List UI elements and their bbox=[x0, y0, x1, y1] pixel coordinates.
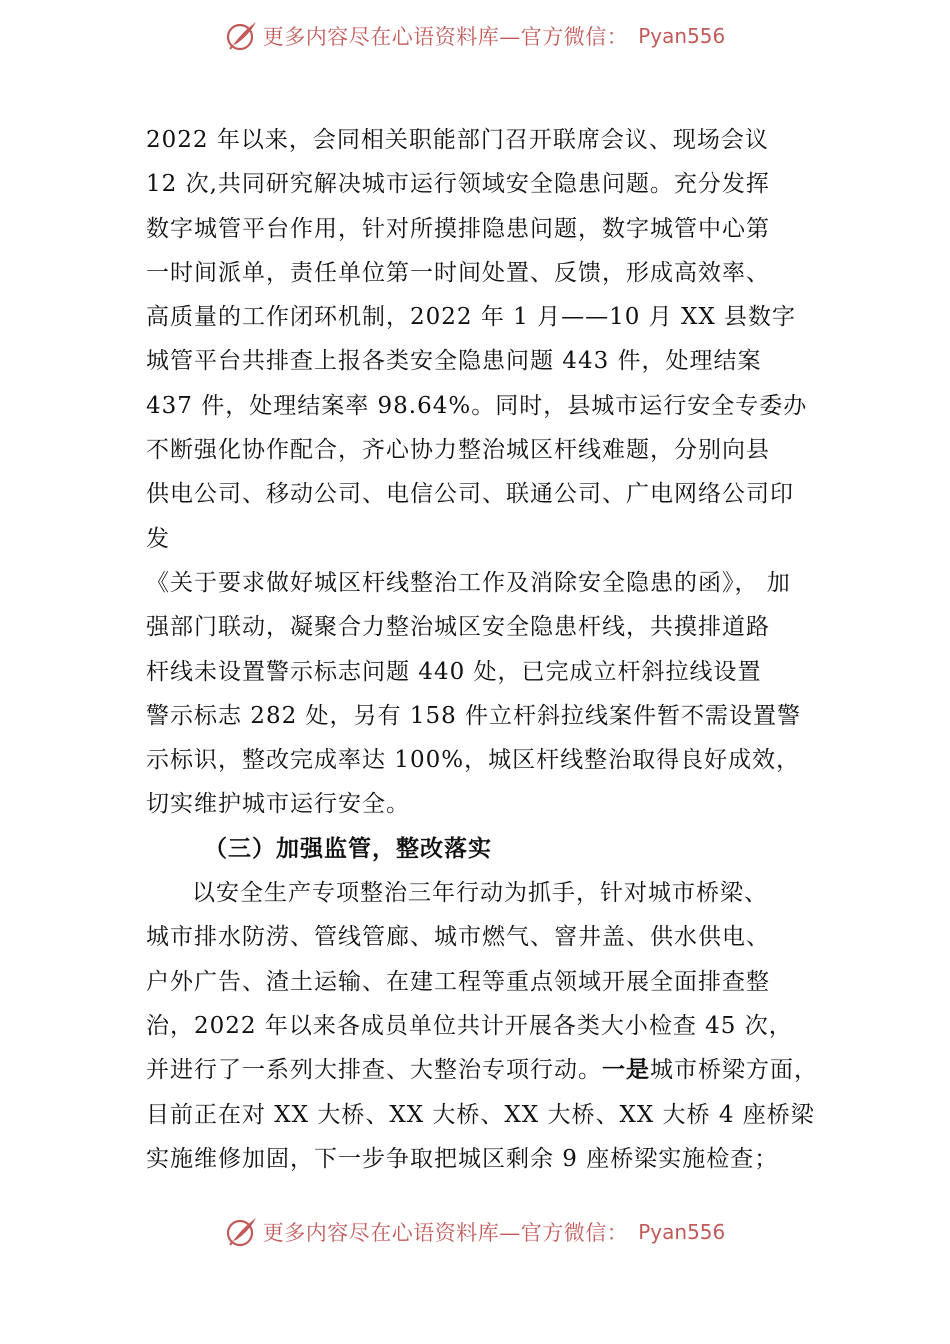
footer-banner bbox=[0, 1212, 950, 1252]
text-line: 供电公司、移动公司、电信公司、联通公司、广电网络公司印 bbox=[146, 481, 794, 508]
text-line: 实施维修加固，下一步争取把城区剩余 9 座桥梁实施检查； bbox=[146, 1145, 779, 1172]
quill-logo-icon bbox=[225, 1215, 259, 1249]
text-line: 切实维护城市运行安全。 bbox=[146, 791, 410, 818]
banner-text: 更多内容尽在心语资料库—官方微信： bbox=[262, 25, 629, 49]
text-line: 高质量的工作闭环机制，2022 年 1 月——10 月 XX 县数字 bbox=[146, 304, 797, 331]
text-line: 目前正在对 XX 大桥、XX 大桥、XX 大桥、XX 大桥 4 座桥梁 bbox=[146, 1101, 815, 1128]
text-line: 强部门联动，凝聚合力整治城区安全隐患杆线，共摸排道路 bbox=[146, 614, 770, 641]
text-line: 户外广告、渣土运输、在建工程等重点领域开展全面排查整 bbox=[146, 968, 770, 995]
text-line: 发 bbox=[146, 525, 170, 552]
text-line: 城管平台共排查上报各类安全隐患问题 443 件，处理结案 bbox=[146, 348, 762, 375]
text-line: 杆线未设置警示标志问题 440 处，已完成立杆斜拉线设置 bbox=[146, 658, 762, 685]
text-line: 《关于要求做好城区杆线整治工作及消除安全隐患的函》， 加 bbox=[146, 569, 791, 596]
text-segment: 城市桥梁方面， bbox=[650, 1057, 818, 1084]
text-line: 一时间派单，责任单位第一时间处置、反馈，形成高效率、 bbox=[146, 259, 770, 286]
banner-contact: Pyan556 bbox=[638, 24, 726, 48]
text-line: 12 次,共同研究解决城市运行领域安全隐患问题。充分发挥 bbox=[146, 171, 770, 198]
text-line: 城市排水防涝、管线管廊、城市燃气、窨井盖、供水供电、 bbox=[146, 924, 770, 951]
text-line: 警示标志 282 处，另有 158 件立杆斜拉线案件暂不需设置警 bbox=[146, 702, 802, 729]
text-line: 2022 年以来，会同相关职能部门召开联席会议、现场会议 bbox=[146, 127, 769, 153]
text-line: 437 件，处理结案率 98.64%。同时，县城市运行安全专委办 bbox=[146, 392, 808, 419]
text-line: 治，2022 年以来各成员单位共计开展各类大小检查 45 次， bbox=[146, 1012, 793, 1039]
banner-text: 更多内容尽在心语资料库—官方微信： bbox=[262, 1221, 629, 1245]
text-line bbox=[146, 1048, 846, 1092]
text-segment: 并进行了一系列大排查、大整治专项行动。 bbox=[146, 1057, 602, 1084]
section-heading: （三）加强监管，整改落实 bbox=[204, 834, 492, 862]
header-banner bbox=[0, 16, 950, 56]
banner-contact: Pyan556 bbox=[638, 1220, 726, 1244]
text-line: 示标识，整改完成率达 100%，城区杆线整治取得良好成效， bbox=[146, 747, 801, 774]
text-line: 以安全生产专项整治三年行动为抓手，针对城市桥梁、 bbox=[192, 880, 768, 907]
emphasis-text: 一是 bbox=[602, 1056, 650, 1084]
text-line: 不断强化协作配合，齐心协力整治城区杆线难题，分别向县 bbox=[146, 437, 770, 464]
quill-logo-icon bbox=[225, 19, 259, 53]
text-line: 数字城管平台作用，针对所摸排隐患问题，数字城管中心第 bbox=[146, 215, 770, 242]
document-body bbox=[146, 118, 846, 1181]
